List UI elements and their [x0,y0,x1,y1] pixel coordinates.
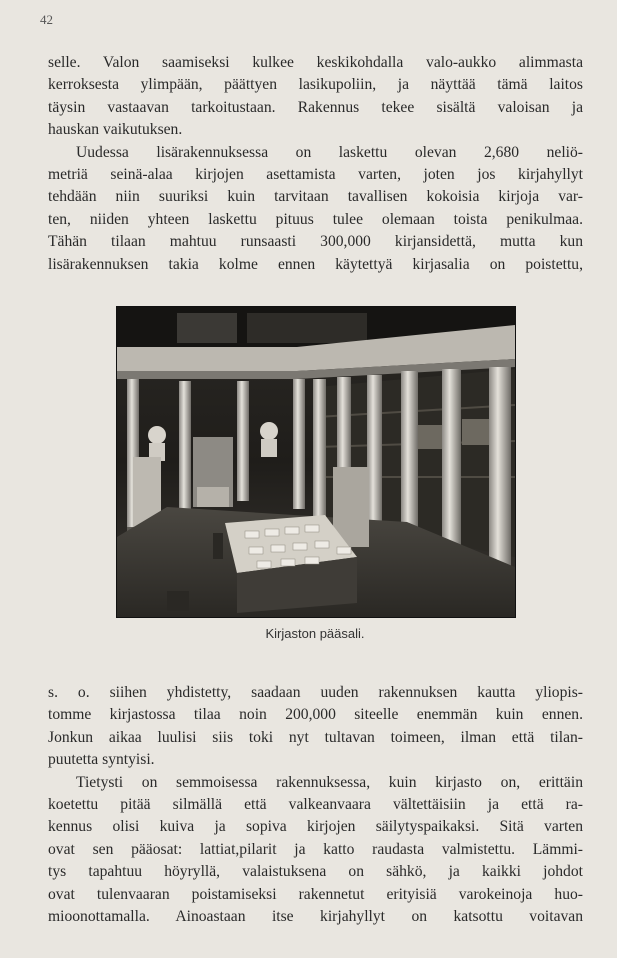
figure-caption: Kirjaston pääsali. [265,626,365,641]
bottom-text-block [48,682,583,928]
text-line: täysin vastaavan tarkoitustaan. Rakennus tekee sisältä valoisan ja [48,98,583,116]
text-line: Tähän tilaan mahtuu runsaasti 300,000 kirjansidettä, mutta kun [48,233,583,251]
text-line: kerroksesta ylimpään, päättyen lasikupoliin, ja näyttää tämä laitos [48,76,583,94]
top-text-block [48,52,583,276]
text-line: selle. Valon saamiseksi kulkee keskikohdalla valo-aukko alimmasta [48,54,583,71]
text-line: tys tapahtuu höyryllä, valaistuksena on sähkö, ja kaikki johdot [48,863,583,881]
text-line: tehdään niin suuriksi kuin tarvitaan tavallisen kokoisia kirjoja var- [48,188,583,206]
library-hall-photo [116,306,516,618]
text-line: puutetta syntyisi. [48,751,155,769]
text-line: Jonkun aikaa luulisi siis toki nyt tultavan toimeen, ilman että tilan- [48,728,583,746]
text-line: lisärakennuksen takia kolme ennen käytettyä kirjasalia on poistettu, [48,255,583,273]
text-line: hauskan vaikutuksen. [48,121,183,139]
text-line: ovat tulenvaaran poistamiseksi rakennetut erityisiä varokeinoja huo- [48,885,583,903]
text-line: koetettu pitää silmällä että valkeanvaara vältettäisiin ja että ra- [48,796,583,814]
text-line: s. o. siihen yhdistetty, saadaan uuden rakennuksen kautta yliopis- [48,684,583,701]
text-line: ovat sen pääosat: lattiat,pilarit ja katto raudasta valmistettu. Lämmi- [48,840,583,858]
text-line: metriä seinä-alaa kirjojen asettamista varten, joten jos kirjahyllyt [48,166,583,184]
text-line: Uudessa lisärakennuksessa on laskettu olevan 2,680 neliö- [76,143,583,161]
text-line: Tietysti on semmoisessa rakennuksessa, kuin kirjasto on, erittäin [76,773,583,791]
text-line: mioonottamalla. Ainoastaan itse kirjahyllyt on katsottu voitavan [48,908,583,926]
text-line: kennus olisi kuiva ja sopiva kirjojen säilytyspaikaksi. Sitä varten [48,818,583,836]
page-number: 42 [40,12,53,27]
text-line: ten, niiden yhteen laskettu pituus tulee olemaan toista penikulmaa. [48,210,583,228]
photo-illustration [117,307,515,617]
text-line: tomme kirjastossa tilaa noin 200,000 siteelle enemmän kuin ennen. [48,706,583,724]
